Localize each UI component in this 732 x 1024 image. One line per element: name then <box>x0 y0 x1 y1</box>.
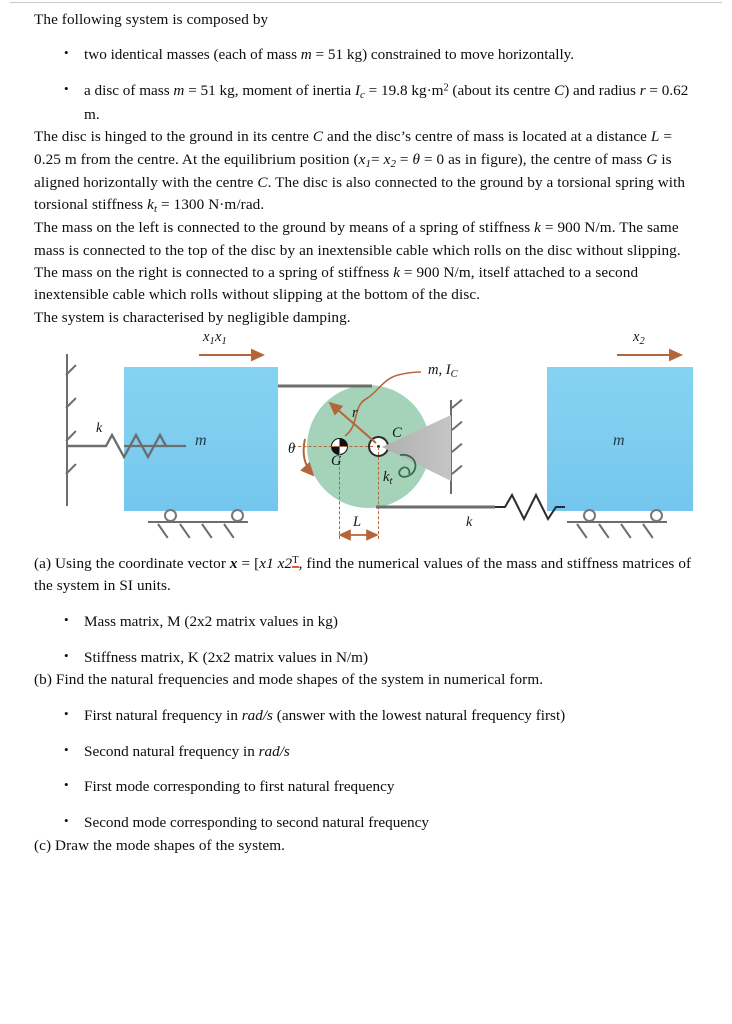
paragraph-right-mass: The mass on the right is connected to a spring of stiffness k = 900 N/m, itself attached to a second inextensible cable which rolls without slipping at the bottom of the disc. <box>34 264 639 304</box>
question-b: (b) Find the natural frequencies and mode shapes of the system in numerical form. <box>34 671 544 689</box>
theta-arc-arrow <box>304 439 313 475</box>
intro-paragraph: The following system is composed by <box>34 11 269 28</box>
x2-text-label: $x_2$ <box>633 329 645 348</box>
question-c: (c) Draw the mode shapes of the system. <box>34 836 286 854</box>
top-bullet-list <box>34 44 698 126</box>
L-label: L <box>353 514 362 531</box>
question-a: (a) Using the coordinate vector x = [x1 $x2^T$, find the numerical values of the mass and stiffness matrices of the system in SI units. <box>34 555 692 595</box>
question-a-bullets <box>34 611 698 670</box>
paragraph-disc-hinge: The disc is hinged to the ground in its centre C and the disc’s centre of mass is located at a distance L = 0.25 m from the centre. At the equilibrium position ($x_1= x_2 = \theta = 0$ as in figure), the centre of mass G is aligned horizontally with the centre C. The disc is also connected to the ground by a torsional spring with torsional stiffness $k_t = 1300$ N·m/rad. <box>34 128 686 216</box>
centre-label: C <box>392 425 402 442</box>
paragraph-damping: The system is characterised by negligible damping. <box>34 308 351 326</box>
radius-label: r <box>352 405 358 422</box>
left-mass-label: m <box>195 432 207 450</box>
left-spring-label: k <box>96 421 103 437</box>
disc-properties-label: m, $I_C$ <box>428 362 458 381</box>
cg-label: G <box>331 453 342 470</box>
system-diagram: $x_1$ m m $x_1$ $x_2$ k k r C G θ $k_t$ L m, $I_C$ <box>0 329 732 551</box>
bullet-mass-matrix: • Mass matrix, M (2x2 matrix values in kg) <box>34 611 698 634</box>
bullet-first-natural-frequency: • First natural frequency in rad/s (answer with the lowest natural frequency first) <box>34 705 698 728</box>
bullet-first-mode: • First mode corresponding to first natural frequency <box>34 776 698 799</box>
bullet-second-mode: • Second mode corresponding to second natural frequency <box>34 812 698 835</box>
bullet-second-natural-frequency: • Second natural frequency in rad/s <box>34 741 698 764</box>
right-spring <box>495 495 565 519</box>
theta-label: θ <box>288 441 296 458</box>
paragraph-left-mass: The mass on the left is connected to the ground by means of a spring of stiffness k = 900 N/m. The same mass is connected to the top of the disc by an inextensible cable which rolls on the disc without slipping. <box>34 219 681 259</box>
page-top-rule <box>10 2 722 3</box>
figure-vector-overlay <box>0 329 732 551</box>
bullet-stiffness-matrix: • Stiffness matrix, K (2x2 matrix values in N/m) <box>34 647 698 670</box>
right-mass-label: m <box>613 432 625 450</box>
bullet-two-masses: • two identical masses (each of mass m = 51 kg) constrained to move horizontally. <box>34 44 698 67</box>
question-b-bullets <box>34 705 698 835</box>
bullet-disc: • a disc of mass m = 51 kg, moment of inertia $I_c = 19.8$ $kg\cdot m^2$ (about its centre C) and radius r = 0.62 m. <box>34 80 698 126</box>
kt-label: $k_t$ <box>383 469 393 488</box>
right-spring-label: k <box>466 515 473 531</box>
x1-text-label: $x_1$ <box>215 329 227 348</box>
